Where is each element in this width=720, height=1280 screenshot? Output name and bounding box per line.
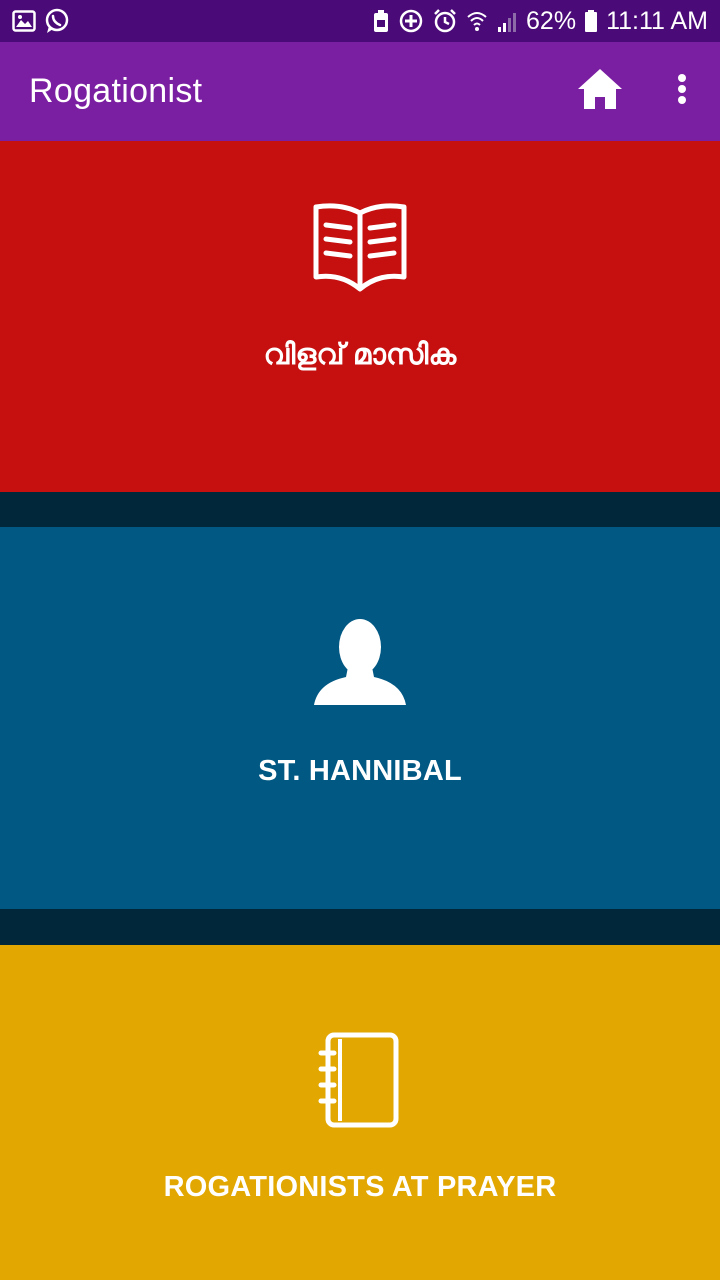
app-bar [0,42,720,141]
app-title: Rogationist [29,72,203,110]
tile-label-rogationists-at-prayer: ROGATIONISTS AT PRAYER [163,1171,557,1203]
whatsapp-icon [44,8,70,34]
status-left-icons [12,8,70,34]
home-button[interactable] [574,66,626,118]
person-icon [312,617,408,714]
wifi-icon [466,9,488,33]
home-icon [576,67,624,116]
status-bar [0,0,720,42]
open-book-icon [311,197,409,300]
status-right [372,7,708,36]
tile-label-st-hannibal: ST. HANNIBAL [258,755,462,787]
battery-icon [584,9,598,33]
data-saver-icon [398,8,424,34]
notebook-icon [318,1031,402,1134]
battery-percent: 62% [526,6,577,35]
tile-st-hannibal[interactable] [0,527,720,909]
alarm-icon [432,8,458,34]
clock: 11:11 AM [606,6,708,35]
battery-saver-icon [372,9,390,33]
tile-vilavu-magazine[interactable] [0,141,720,492]
more-options-button[interactable] [666,62,698,122]
more-vert-icon [677,73,687,110]
signal-icon [496,9,518,33]
app-bar-actions [574,42,720,141]
tile-rogationists-at-prayer[interactable] [0,945,720,1280]
image-icon [12,10,36,32]
tile-label-vilavu-magazine: വിളവ് മാസിക [263,339,457,371]
